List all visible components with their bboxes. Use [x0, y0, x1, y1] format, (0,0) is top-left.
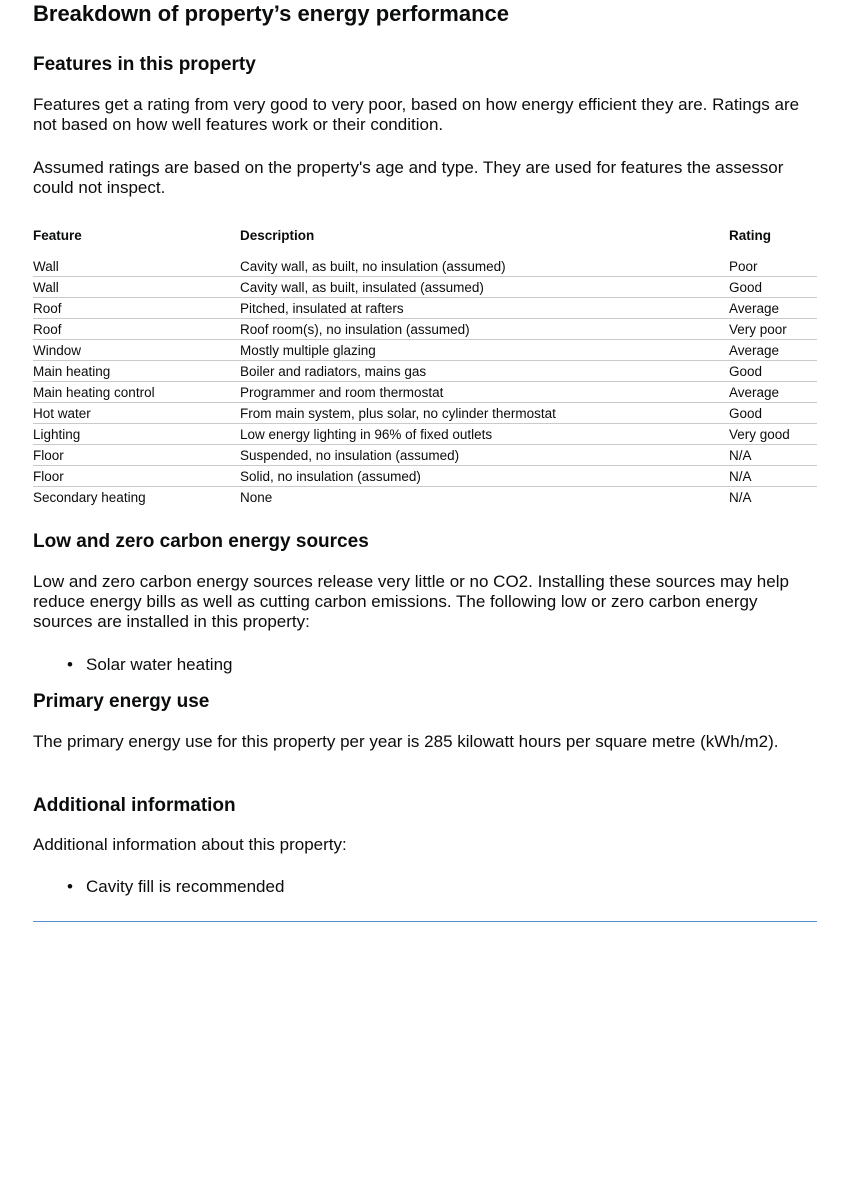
rating-cell: Good — [729, 277, 817, 298]
table-row — [33, 466, 817, 487]
additional-info-text: Additional information about this property: — [33, 835, 347, 854]
description-cell: Cavity wall, as built, no insulation (assumed) — [240, 256, 729, 277]
feature-cell: Roof — [33, 298, 240, 319]
list-item: • Solar water heating — [86, 655, 232, 675]
description-cell: Roof room(s), no insulation (assumed) — [240, 319, 729, 340]
table-row — [33, 256, 817, 277]
rating-cell: Very good — [729, 424, 817, 445]
feature-cell: Wall — [33, 256, 240, 277]
table-row — [33, 319, 817, 340]
table-row — [33, 298, 817, 319]
features-intro-1: Features get a rating from very good to very poor, based on how energy efficient they are. Ratings are not based on how well features work or their condition. — [33, 95, 800, 134]
feature-cell: Main heating — [33, 361, 240, 382]
description-cell: Programmer and room thermostat — [240, 382, 729, 403]
description-cell: Boiler and radiators, mains gas — [240, 361, 729, 382]
header-rating: Rating — [729, 228, 771, 243]
additional-info-heading: Additional information — [33, 795, 236, 816]
primary-energy-heading: Primary energy use — [33, 691, 210, 712]
header-feature: Feature — [33, 228, 82, 243]
rating-cell: N/A — [729, 445, 817, 466]
rating-cell: N/A — [729, 466, 817, 487]
feature-cell: Roof — [33, 319, 240, 340]
section-divider — [33, 921, 817, 922]
feature-cell: Hot water — [33, 403, 240, 424]
features-intro-2: Assumed ratings are based on the property's age and type. They are used for features the assessor could not inspect. — [33, 158, 784, 197]
description-cell: Mostly multiple glazing — [240, 340, 729, 361]
feature-cell: Main heating control — [33, 382, 240, 403]
description-cell: Cavity wall, as built, insulated (assumed) — [240, 277, 729, 298]
low-zero-carbon-list — [33, 655, 232, 675]
primary-energy-text: The primary energy use for this property per year is 285 kilowatt hours per square metre (kWh/m2). — [33, 732, 779, 751]
low-zero-carbon-text: Low and zero carbon energy sources release very little or no CO2. Installing these sources may help reduce energy bills as well as cutting carbon emissions. The following low or zero carbon energy sources are installed in this property: — [33, 572, 789, 631]
description-cell: Suspended, no insulation (assumed) — [240, 445, 729, 466]
rating-cell: Good — [729, 361, 817, 382]
table-header-row — [33, 228, 817, 256]
table-row — [33, 340, 817, 361]
table-row — [33, 424, 817, 445]
description-cell: Low energy lighting in 96% of fixed outlets — [240, 424, 729, 445]
rating-cell: Average — [729, 298, 817, 319]
rating-cell: Good — [729, 403, 817, 424]
description-cell: Solid, no insulation (assumed) — [240, 466, 729, 487]
rating-cell: Very poor — [729, 319, 817, 340]
feature-cell: Wall — [33, 277, 240, 298]
table-row — [33, 445, 817, 466]
table-row — [33, 361, 817, 382]
table-row — [33, 403, 817, 424]
feature-cell: Lighting — [33, 424, 240, 445]
header-description: Description — [240, 228, 315, 243]
description-cell: From main system, plus solar, no cylinder thermostat — [240, 403, 729, 424]
feature-cell: Secondary heating — [33, 490, 146, 505]
list-item: • Cavity fill is recommended — [86, 877, 284, 897]
feature-cell: Window — [33, 340, 240, 361]
features-heading: Features in this property — [33, 54, 256, 75]
description-cell: Pitched, insulated at rafters — [240, 298, 729, 319]
features-table — [33, 228, 817, 507]
rating-cell: Average — [729, 340, 817, 361]
rating-cell: Poor — [729, 256, 817, 277]
page-title: Breakdown of property’s energy performance — [33, 1, 509, 26]
feature-cell: Floor — [33, 445, 240, 466]
low-zero-carbon-heading: Low and zero carbon energy sources — [33, 531, 369, 552]
table-row — [33, 487, 817, 508]
description-cell: None — [240, 490, 273, 505]
table-row — [33, 277, 817, 298]
rating-cell: N/A — [729, 490, 752, 505]
table-row — [33, 382, 817, 403]
feature-cell: Floor — [33, 466, 240, 487]
rating-cell: Average — [729, 382, 817, 403]
additional-info-list — [33, 877, 284, 897]
